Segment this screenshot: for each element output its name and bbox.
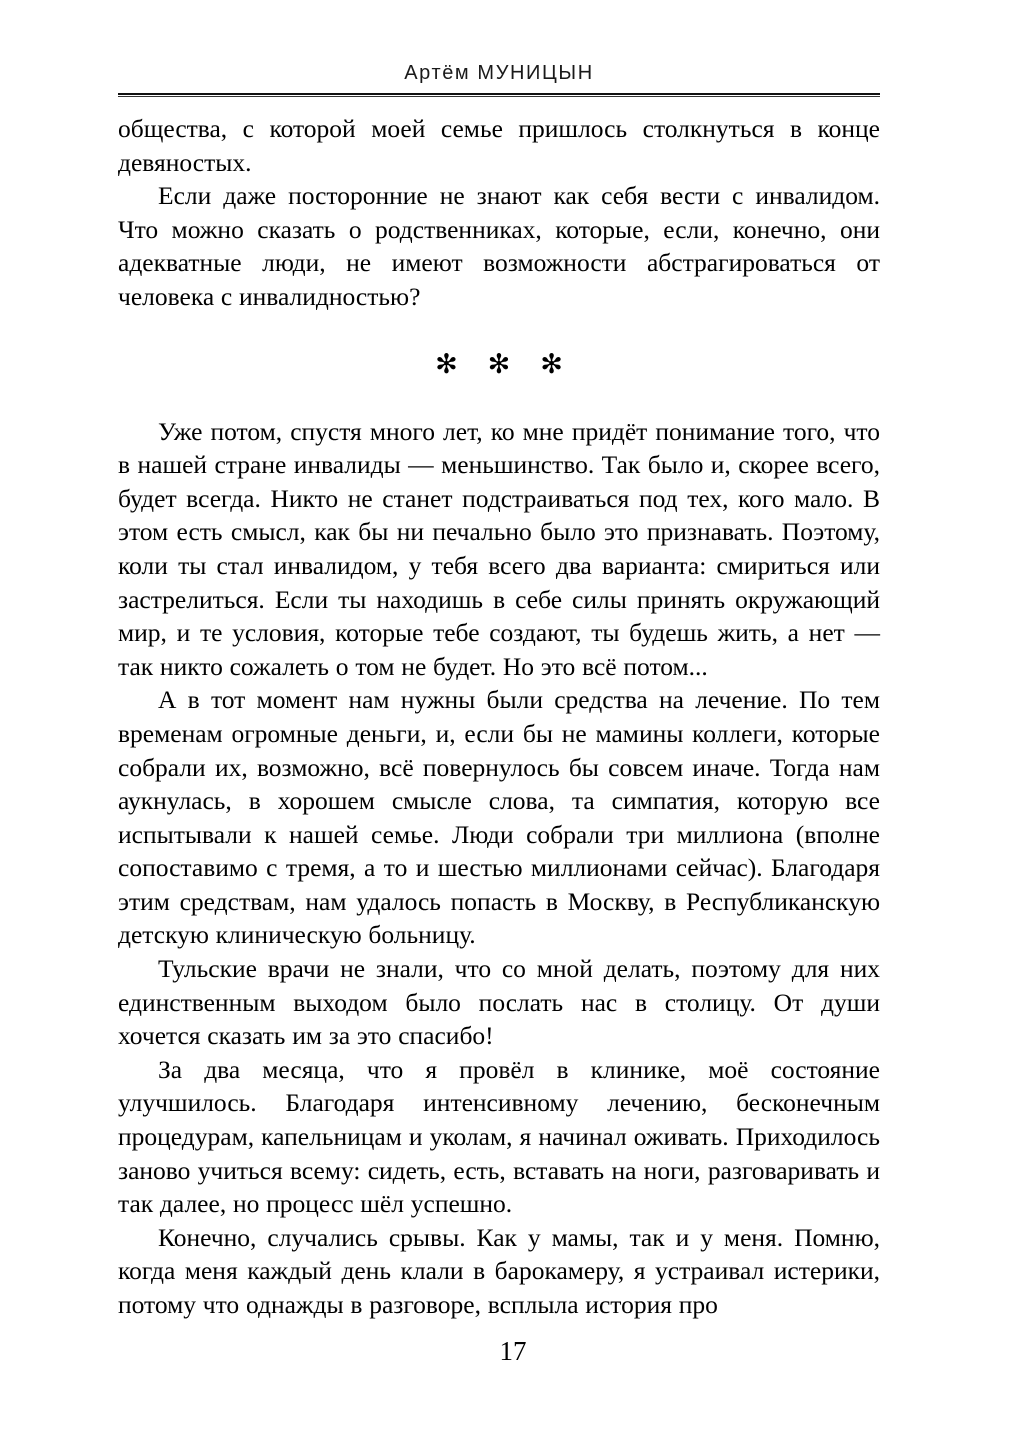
- asterisk-separator-icon: ✻✻✻: [435, 348, 593, 379]
- page-number: 17: [499, 1336, 527, 1366]
- text-column: [118, 112, 880, 1322]
- header-divider-thin-line: [118, 96, 880, 97]
- body-paragraph: Тульские врачи не знали, что со мной делать, поэтому для них единственным выходом было послать нас в столицу. От души хочется сказать им за это спасибо!: [118, 954, 880, 1051]
- body-paragraph: Конечно, случались срывы. Как у мамы, так и у меня. Помню, когда меня каждый день клали в барокамеру, я устраивал истерики, потому что однажды в разговоре, всплыла история про: [118, 1222, 880, 1319]
- body-paragraph: А в тот момент нам нужны были средства на лечение. По тем временам огромные деньги, и, если бы не мамины коллеги, которые собрали их, возможно, всё повернулось бы совсем иначе. Тогда нам аукнулась, в хорошем смысле слова, та симпатия, которую все испытывали к нашей семье. Люди собрали три миллиона (вполне сопоставимо с тремя, а то и шестью миллионами сейчас). Благодаря этим средствам, нам удалось попасть в Москву, в Республиканскую детскую клиническую больницу.: [118, 685, 880, 950]
- running-header: [118, 62, 880, 85]
- body-paragraph: За два месяца, что я провёл в клинике, моё состояние улучшилось. Благодаря интенсивному лечению, бесконечным процедурам, капельницам и уколам, я начинал оживать. Приходилось заново учиться всему: сидеть, есть, вставать на ноги, разговаривать и так далее, но процесс шёл успешно.: [118, 1054, 880, 1219]
- body-paragraph: Уже потом, спустя много лет, ко мне придёт понимание того, что в нашей стране инвалиды — меньшинство. Так было и, скорее всего, будет всегда. Никто не станет подстраиваться под тех, кого мало. В этом есть смысл, как бы ни печально было это признавать. Поэтому, коли ты стал инвалидом, у тебя всего два варианта: смириться или застрелиться. Если ты находишь в себе силы принять окружающий мир, и те условия, которые тебе создают, ты будешь жить, а нет — так никто сожалеть о том не будет. Но это всё потом...: [118, 416, 880, 681]
- body-paragraph: общества, с которой моей семье пришлось столкнуться в конце девяностых.: [118, 114, 880, 177]
- scene-break-separator: [118, 314, 880, 415]
- body-paragraph: Если даже посторонние не знают как себя вести с инвалидом. Что можно сказать о родственниках, которые, если, конечно, они адекватные люди, не имеют возможности абстрагироваться от человека с инвалидностью?: [118, 181, 880, 311]
- running-header-title: Артём МУНИЦЫН: [404, 62, 594, 84]
- header-divider-rule: [118, 93, 880, 97]
- page-footer: [0, 1338, 1026, 1365]
